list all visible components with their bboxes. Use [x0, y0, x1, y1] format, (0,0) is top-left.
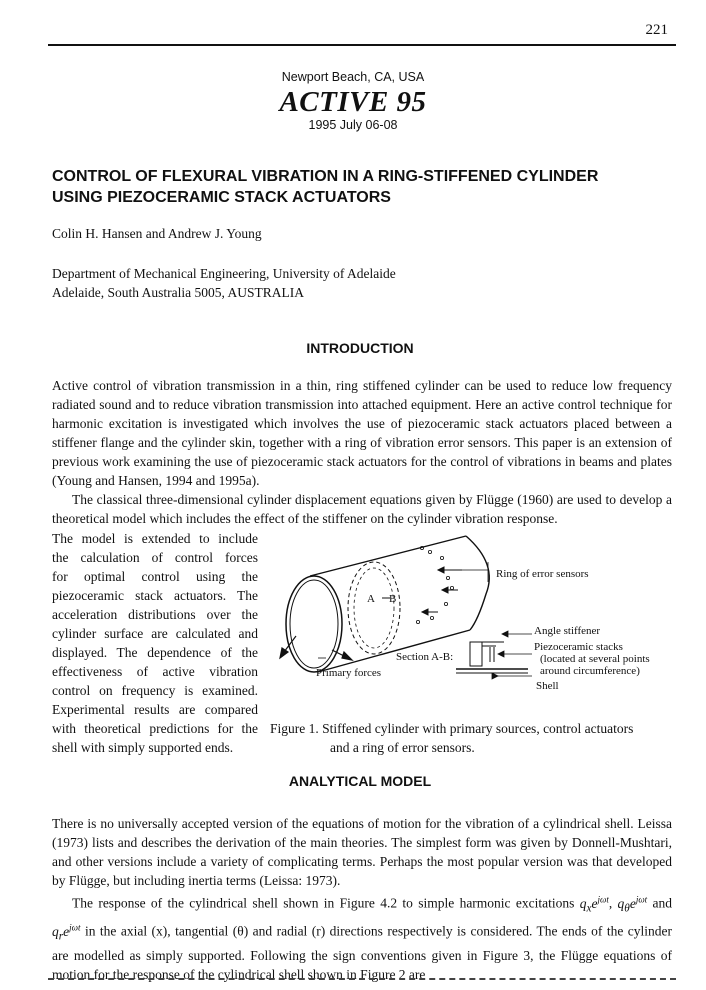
wrap-line: displayed. The dependence of the: [52, 645, 258, 660]
analytical-paragraph-2: The response of the cylindrical shell shown in Figure 4.2 to simple harmonic excitations $q_xe^{j\omega t}$, $q_\theta e^{j\omega t}$ and $q_re^{j\omega t}$ in the axial (x), tangential (θ) and radial (r) directions respectively is considered. The ends of the cylinder are modelled as simply supported. Following the sign conventions given in Figure 3, the Flügge equations of motion for the response of the cylindrical shell shown in Figure 2 are: [52, 894, 673, 983]
label-piezo-line3: around circumference): [540, 665, 640, 677]
affiliation-line2: Adelaide, South Australia 5005, AUSTRALIA: [52, 285, 304, 300]
wrap-line: shell with simply supported ends.: [52, 740, 234, 755]
affiliation-line1: Department of Mechanical Engineering, University of Adelaide: [52, 266, 396, 281]
paper-title-line1: CONTROL OF FLEXURAL VIBRATION IN A RING-STIFFENED CYLINDER: [52, 168, 599, 185]
excitation-qx: $q_xe^{j\omega t}$: [579, 894, 609, 915]
wrap-line: the calculation of control forces: [52, 550, 258, 565]
intro-paragraph-2: The classical three-dimensional cylinder displacement equations given by Flügge (1960) are used to develop a theoretical model which includes the effect of the stiffener on the cylinder vibration response.: [52, 492, 672, 526]
excitation-qtheta: $q_\theta e^{j\omega t}$: [617, 894, 648, 915]
affiliation: [52, 264, 396, 302]
figure-1-caption: [270, 719, 690, 757]
intro-paragraph-1: Active control of vibration transmission in a thin, ring stiffened cylinder can be used to reduce low frequency radiated sound and to reduce vibration transmission into attached equipment. Here an active control technique for harmonic excitation is investigated which involves the use of piezoceramic stack actuators placed between a stiffener flange and the cylinder skin, together with a ring of vibration error sensors. This paper is an extension of previous work examining the use of piezoceramic stack actuators for the control of vibrations in beams and plates (Young and Hansen, 1994 and 1995a).: [52, 378, 672, 488]
excitation-qr: $q_re^{j\omega t}$: [52, 922, 81, 943]
conference-name: ACTIVE 95: [279, 86, 427, 118]
wrap-line: for optimal control using the: [52, 569, 258, 584]
label-piezo-line1: Piezoceramic stacks: [534, 641, 623, 653]
wrap-line: effectiveness of active vibration: [52, 664, 258, 679]
and-text: and: [652, 895, 673, 911]
header-rule: [48, 44, 676, 46]
label-a: A: [367, 593, 375, 605]
wrap-line: cylinder surface are calculated and: [52, 626, 258, 641]
paper-title-line2: USING PIEZOCERAMIC STACK ACTUATORS: [52, 189, 391, 206]
stiffener-ring: [348, 562, 400, 654]
section-ab-detail: [456, 642, 528, 673]
analytical-model-heading: ANALYTICAL MODEL: [288, 773, 432, 789]
authors: Colin H. Hansen and Andrew J. Young: [52, 226, 262, 241]
label-primary-forces: Primary forces: [316, 667, 382, 679]
page-number: 221: [645, 22, 668, 38]
wrap-line: acceleration distributions over the: [52, 607, 258, 622]
para2-rest: in the axial (x), tangential (θ) and radial (r) directions respectively is considered. The ends of the cylinder are modelled as simply supported. Following the sign conventions given in Figure 3, the Flügge equations of motion for the response of the cylindrical shell shown in Figure 2 are: [52, 923, 673, 983]
introduction-heading: INTRODUCTION: [306, 340, 414, 356]
cylinder-end-ellipse: [286, 576, 342, 672]
conference-date: 1995 July 06-08: [308, 118, 398, 132]
figure-1-cylinder-diagram: [266, 524, 686, 704]
actuator-arrows: [422, 567, 462, 615]
footer-dashed-rule: [48, 978, 676, 980]
label-angle-stiffener: Angle stiffener: [534, 625, 601, 637]
wrap-line: with theoretical predictions for the: [52, 721, 258, 736]
analytical-paragraph-1: There is no universally accepted version of the equations of motion for the vibration of a cylindrical shell. Leissa (1973) lists and describes the derivation of the main theories. The simplest form was given by Donnell-Mushtari, and other versions include a variety of complicating terms. Perhaps the most popular version was that developed by Flügge, but including inertia terms (Leissa: 1973).: [52, 816, 672, 888]
wrap-line: The model is extended to include: [52, 531, 258, 546]
label-ring-of-error-sensors: Ring of error sensors: [496, 568, 589, 580]
para2-lead: The response of the cylindrical shell shown in Figure 4.2 to simple harmonic excitations: [72, 895, 575, 911]
label-b: B: [389, 593, 397, 605]
label-section-ab: Section A-B:: [396, 651, 454, 663]
wrap-line: control on frequency is examined.: [52, 683, 258, 698]
label-piezo-line2: (located at several points: [540, 653, 650, 665]
intro-wrap-text: [52, 529, 258, 757]
paper-title: [52, 166, 682, 208]
caption-line2: and a ring of error sensors.: [330, 740, 475, 755]
cylinder-far-end: [466, 536, 489, 630]
wrap-line: piezoceramic stack actuators. The: [52, 588, 258, 603]
label-shell: Shell: [536, 680, 559, 692]
wrap-line: Experimental results are compared: [52, 702, 258, 717]
caption-line1: Figure 1. Stiffened cylinder with primary sources, control actuators: [270, 721, 634, 736]
conference-location: Newport Beach, CA, USA: [281, 70, 425, 84]
